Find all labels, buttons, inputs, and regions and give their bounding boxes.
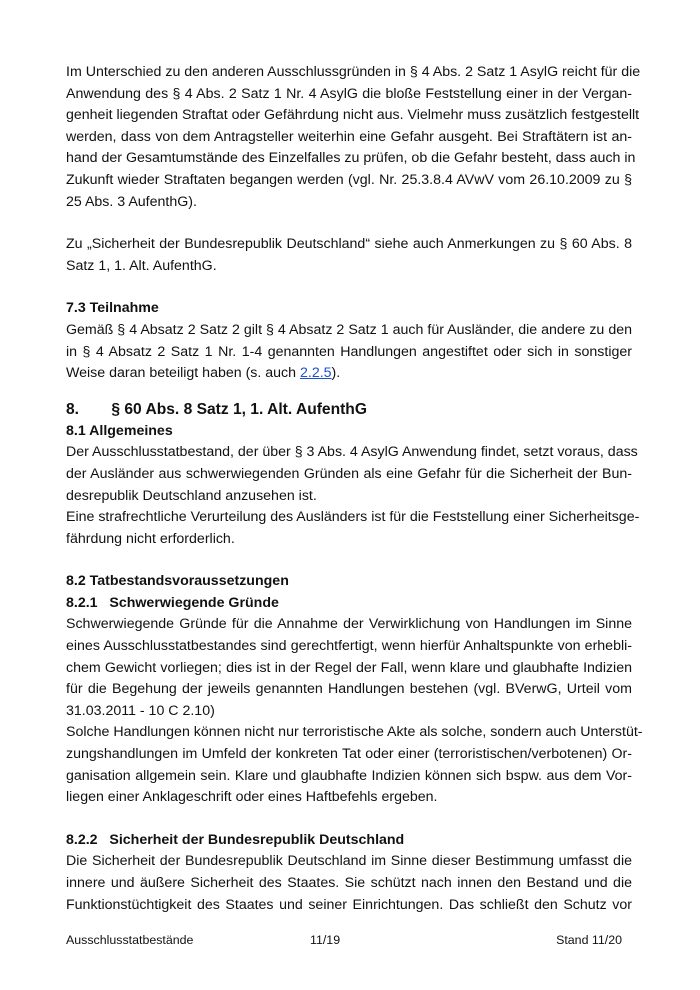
text-fragment: Weise daran beteiligt haben (s. auch (66, 365, 300, 382)
paragraph-serious-reasons (66, 614, 632, 722)
text-line: für die Begehung der jeweils genannten Handlungen bestehen (vgl. BVerwG, Urteil vom (66, 681, 632, 698)
text-line: liegen einer Anklageschrift oder eines Haftbefehls ergeben. (66, 789, 438, 806)
heading-8 (66, 399, 632, 421)
text-line: Zu „Sicherheit der Bundesrepublik Deutschland“ siehe auch Anmerkungen zu § 60 Abs. 8 (66, 236, 632, 253)
heading-8-2: 8.2 Tatbestandsvoraussetzungen (66, 573, 289, 590)
text-line: hand der Gesamtumstände des Einzelfalles zu prüfen, ob die Gefahr besteht, dass auch in (66, 150, 636, 167)
text-line: Satz 1, 1. Alt. AufenthG. (66, 257, 217, 274)
paragraph-general (66, 442, 638, 507)
paragraph-conviction (66, 507, 640, 550)
text-line: chem Gewicht vorliegen; dies ist in der Regel der Fall, wenn klare und glaubhafte Indizien (66, 659, 632, 676)
text-line: Zukunft wieder Straftaten begangen werden (vgl. Nr. 25.3.8.4 AVwV vom 26.10.2009 zu § (66, 171, 632, 188)
text-line: werden, dass von dem Antragsteller weiterhin eine Gefahr ausgeht. Bei Straftätern ist an- (66, 128, 632, 145)
heading-7-3: 7.3 Teilnahme (66, 300, 159, 317)
heading-8-2-1: 8.2.1 Schwerwiegende Gründe (66, 594, 279, 611)
paragraph-acts (66, 722, 643, 808)
text-line: der Ausländer aus schwerwiegenden Gründen als eine Gefahr für die Sicherheit der Bun- (66, 465, 632, 482)
page-footer (66, 933, 632, 949)
text-line: Gemäß § 4 Absatz 2 Satz 2 gilt § 4 Absatz 2 Satz 1 auch für Ausländer, die andere zu den (66, 321, 632, 338)
text-line: in § 4 Absatz 2 Satz 1 Nr. 1-4 genannten Handlungen angestiftet oder sich in sonstiger (66, 343, 632, 360)
footer-page-number: 11/19 (310, 933, 341, 947)
text-fragment: ). (331, 365, 341, 382)
text-line: Eine strafrechtliche Verurteilung des Ausländers ist für die Feststellung einer Sicherheitsge- (66, 509, 640, 526)
text-line: innere und äußere Sicherheit des Staates. Sie schützt nach innen den Bestand und die (66, 875, 632, 891)
paragraph-state-security (66, 851, 632, 916)
text-line: Im Unterschied zu den anderen Ausschlussgründen in § 4 Abs. 2 Satz 1 AsylG reicht für die (66, 64, 641, 80)
heading-8-2-2: 8.2.2 Sicherheit der Bundesrepublik Deutschland (66, 831, 405, 848)
crossref-link-2-2-5[interactable]: 2.2.5 (299, 365, 332, 382)
text-line: eines Ausschlusstatbestandes sind gerechtfertigt, wenn hierfür Anhaltspunkte von erhebli- (66, 638, 632, 655)
text-line: genheit liegenden Straftat oder Gefährdung nicht aus. Vielmehr muss zusätzlich festgestellt (66, 107, 640, 124)
paragraph-participation (66, 320, 632, 385)
paragraph-security-note (66, 234, 632, 277)
document-page (66, 62, 643, 916)
footer-title: Ausschlusstatbestände (66, 933, 194, 947)
text-line: zungshandlungen im Umfeld der konkreten Tat oder einer (terroristischen/verbotenen) Or- (66, 746, 632, 763)
text-line: Schwerwiegende Gründe für die Annahme der Verwirklichung von Handlungen im Sinne (66, 616, 632, 633)
footer-version: Stand 11/20 (556, 933, 622, 947)
text-line (66, 363, 632, 385)
text-line: 25 Abs. 3 AufenthG). (66, 193, 197, 210)
text-line: desrepublik Deutschland anzusehen ist. (66, 487, 317, 504)
text-line: Funktionstüchtigkeit des Staates und seiner Einrichtungen. Das schließt den Schutz vor (66, 896, 632, 913)
text-line: fährdung nicht erforderlich. (66, 530, 235, 547)
text-line: Die Sicherheit der Bundesrepublik Deutschland im Sinne dieser Bestimmung umfasst die (66, 853, 632, 870)
text-line: Anwendung des § 4 Abs. 2 Satz 1 Nr. 4 AsylG die bloße Feststellung einer in der Vergan- (66, 85, 632, 102)
text-line: 31.03.2011 - 10 C 2.10) (66, 702, 215, 719)
heading-8-text: § 60 Abs. 8 Satz 1, 1. Alt. AufenthG (111, 400, 367, 418)
text-line: Der Ausschlusstatbestand, der über § 3 Abs. 4 AsylG Anwendung findet, setzt voraus, dass (66, 444, 638, 461)
text-line: ganisation allgemein sein. Klare und glaubhafte Indizien können sich bspw. aus dem Vor- (66, 767, 632, 784)
heading-8-1: 8.1 Allgemeines (66, 422, 173, 439)
text-line: Solche Handlungen können nicht nur terroristische Akte als solche, sondern auch Unterstüt- (66, 724, 643, 741)
heading-8-number: 8. (66, 400, 80, 418)
paragraph-exclusion-grounds (66, 62, 641, 213)
